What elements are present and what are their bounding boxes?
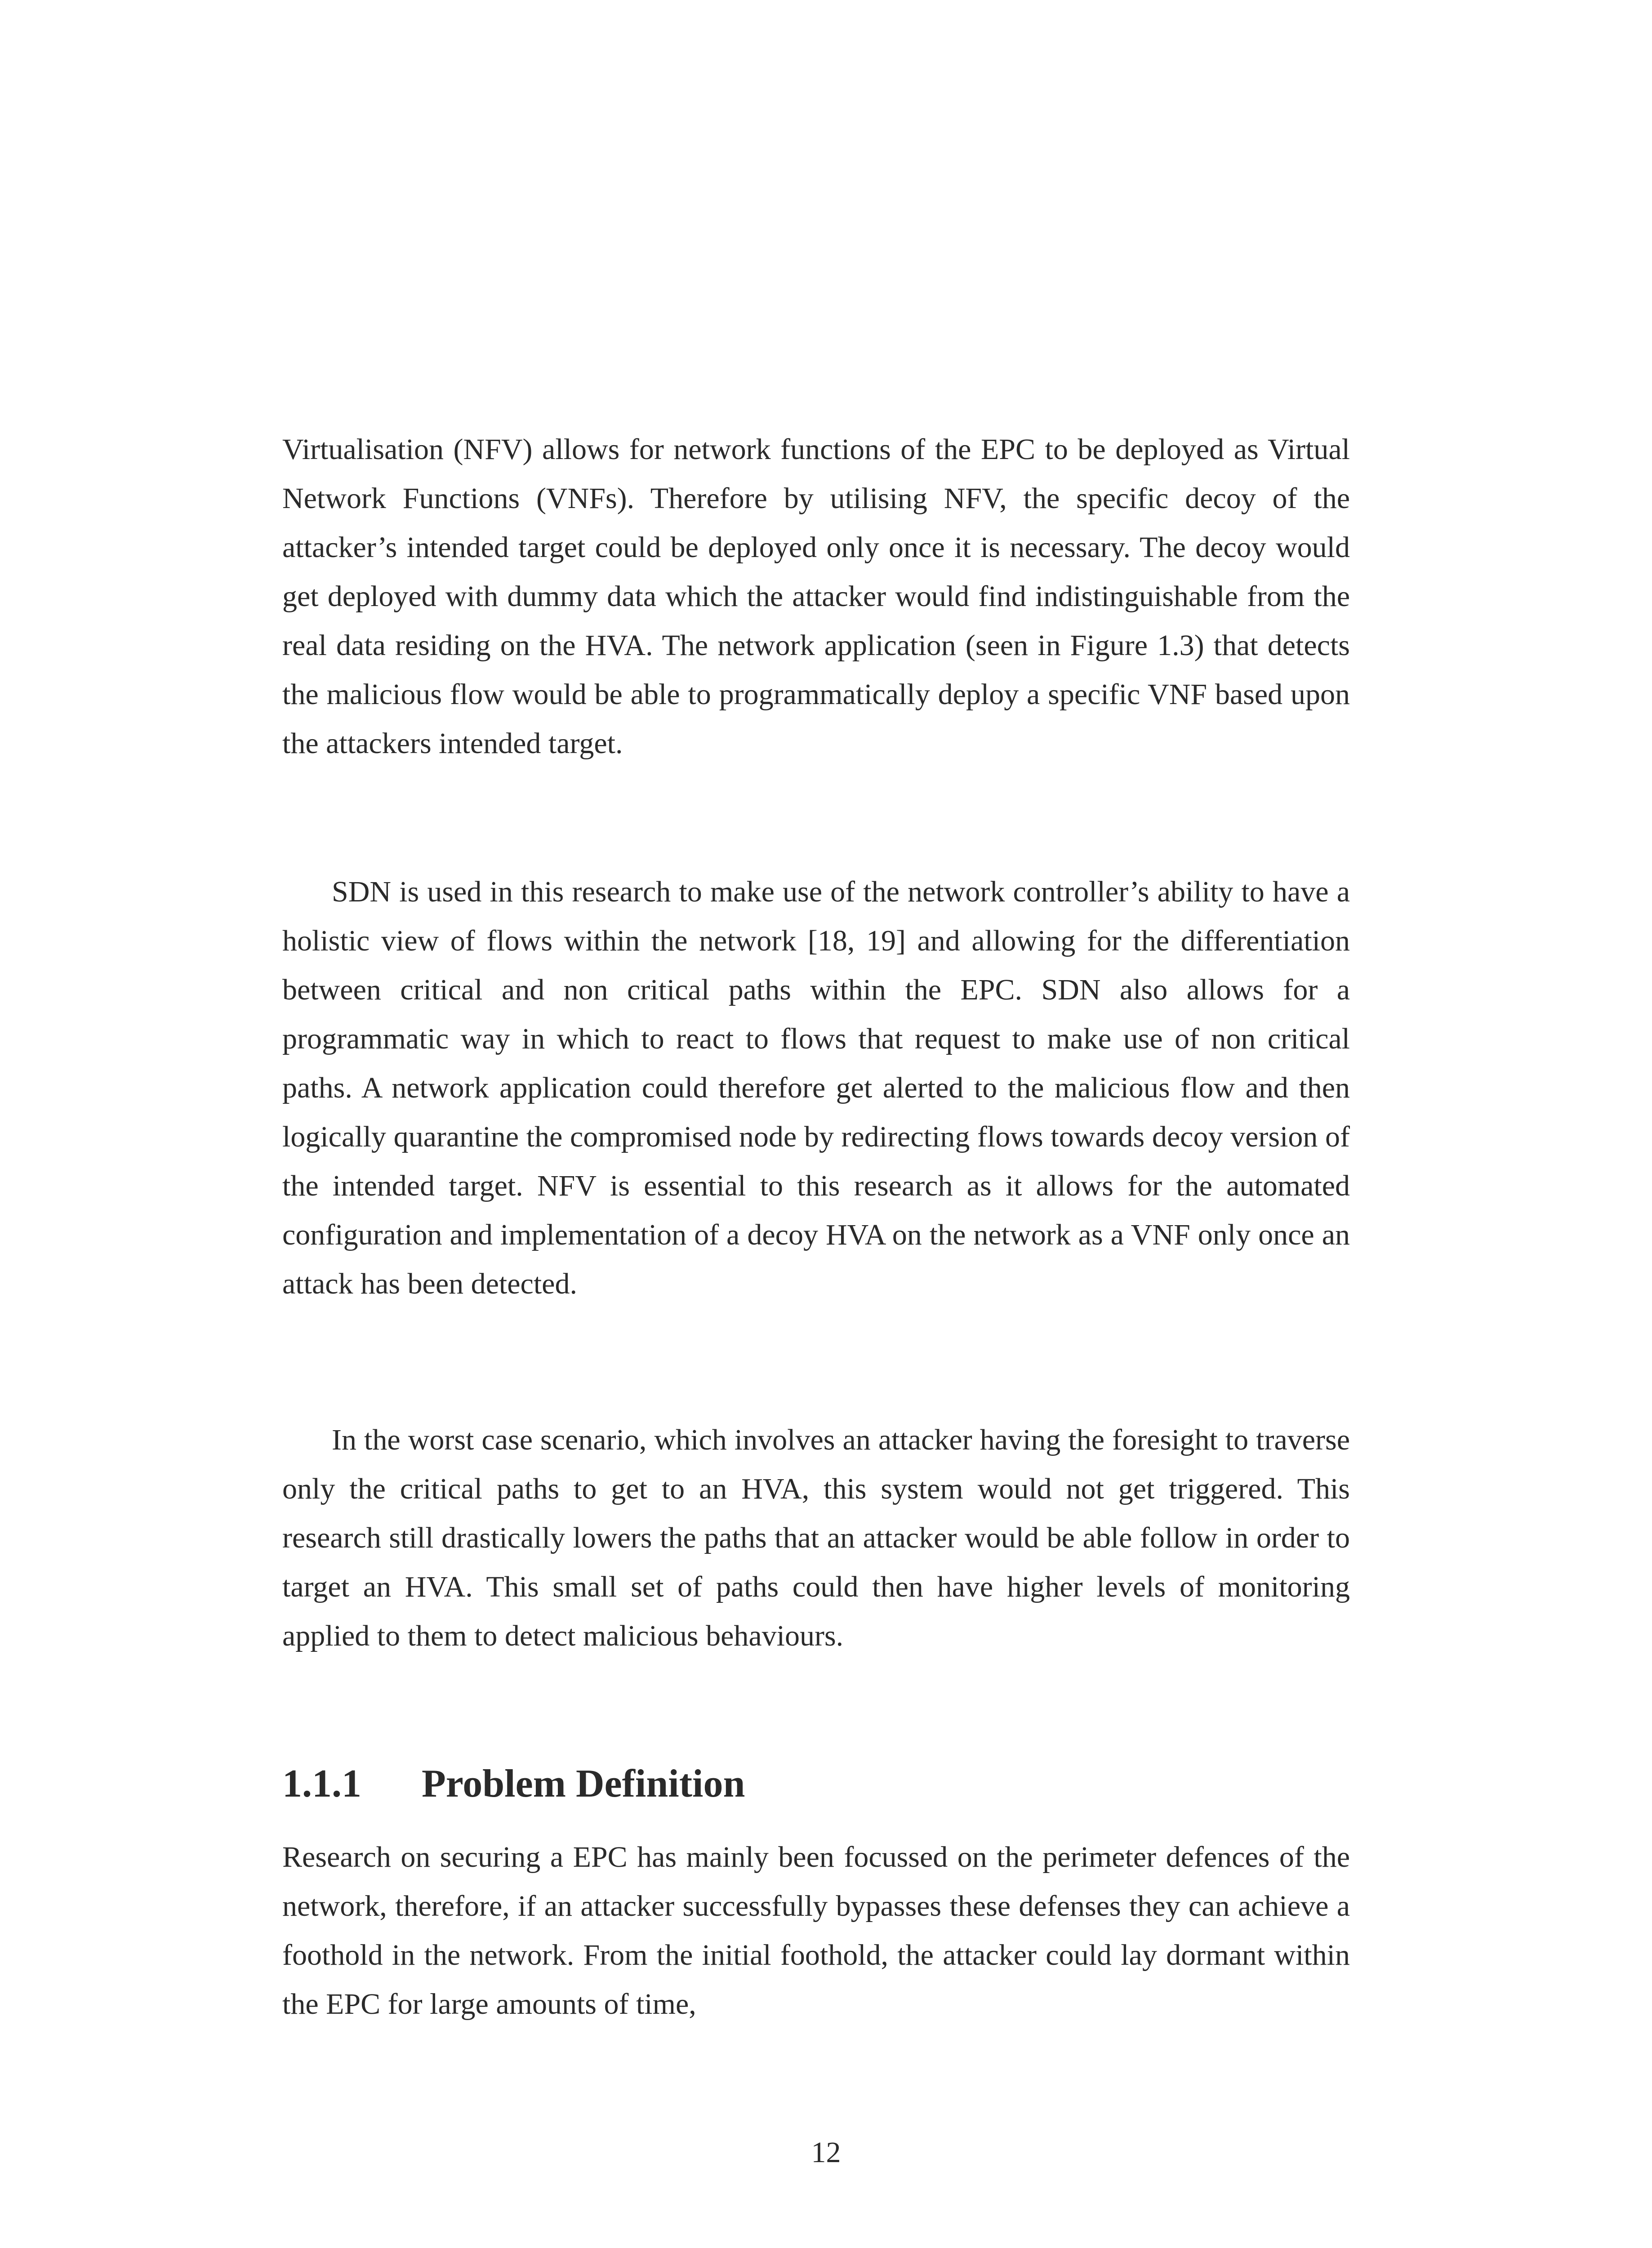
section-title: Problem Definition: [422, 1762, 745, 1806]
section-heading: [282, 1757, 1350, 1811]
paragraph-text: Virtualisation (NFV) allows for network functions of the EPC to be deployed as Virtual Network Functions (VNFs). Therefore by utilising NFV, the specific decoy of the attacker’s intended target could be deployed only once it is necessary. The decoy would get deployed with dummy data which the attacker would find indistinguishable from the real data residing on the HVA. The network application (seen in Figure 1.3) that detects the malicious flow would be able to programmatically deploy a specific VNF based upon the attackers intended target.: [282, 433, 1350, 760]
paragraph-text: In the worst case scenario, which involves an attacker having the foresight to traverse only the critical paths to get to an HVA, this system would not get triggered. This research still drastically lowers the paths that an attacker would be able follow in order to target an HVA. This small set of paths could then have higher levels of monitoring applied to them to detect malicious behaviours.: [282, 1423, 1350, 1652]
paragraph-text: SDN is used in this research to make use of the network controller’s ability to have a holistic view of flows within the network [18, 19] and allowing for the differentiation between critical and non critical paths within the EPC. SDN also allows for a programmatic way in which to react to flows that request to make use of non critical paths. A network application could therefore get alerted to the malicious flow and then logically quarantine the compromised node by redirecting flows towards decoy version of the intended target. NFV is essential to this research as it allows for the automated configuration and implementation of a decoy HVA on the network as a VNF only once an attack has been detected.: [282, 875, 1350, 1300]
paragraph-text: Research on securing a EPC has mainly been focussed on the perimeter defences of the network, therefore, if an attacker successfully bypasses these defenses they can achieve a foothold in the network. From the initial foothold, the attacker could lay dormant within the EPC for large amounts of time,: [282, 1841, 1350, 2021]
paragraph-sdn-usage: [282, 867, 1350, 1308]
paragraph-worst-case: [282, 1415, 1350, 1660]
section-number: 1.1.1: [282, 1762, 361, 1806]
page-number: 12: [811, 2136, 841, 2169]
paragraph-problem-definition: [282, 1833, 1350, 2029]
paragraph-nfv-decoy: [282, 425, 1350, 768]
